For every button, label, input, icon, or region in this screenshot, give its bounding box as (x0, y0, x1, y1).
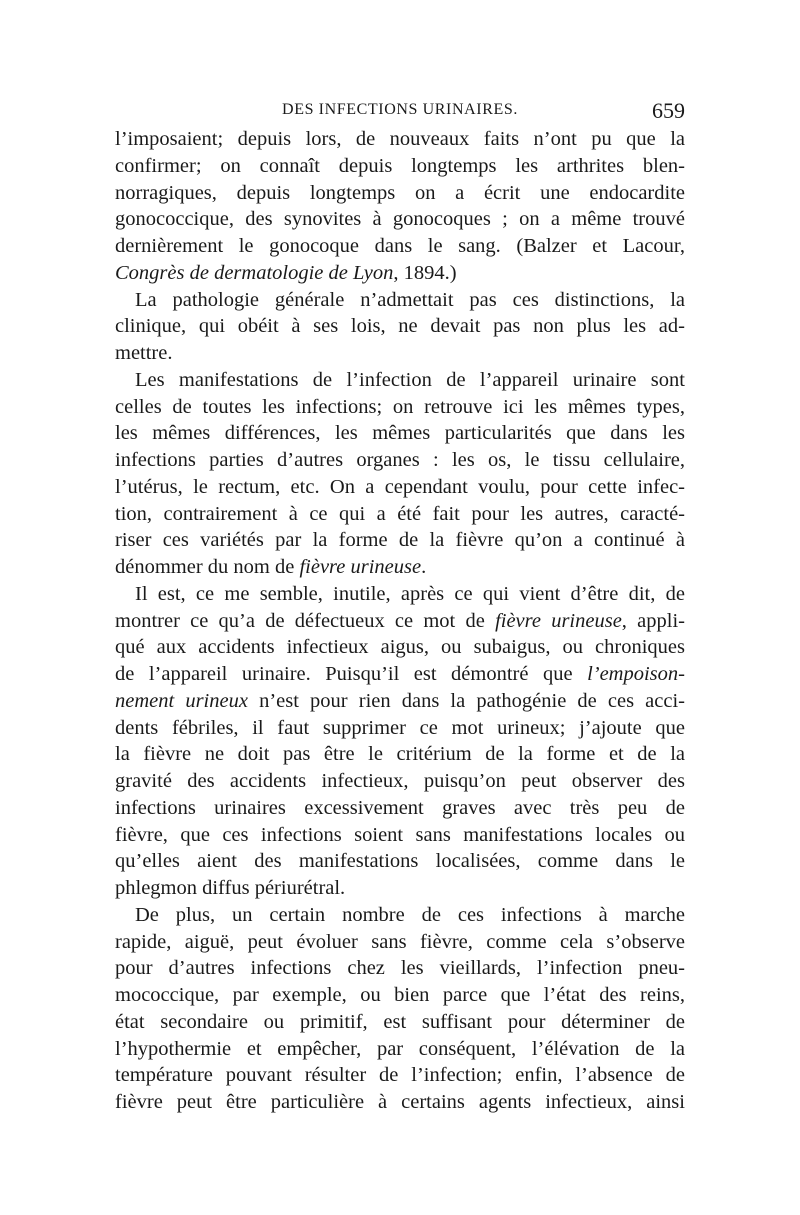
text-line: mettre. (115, 342, 173, 364)
citation-year: , 1894.) (393, 261, 457, 284)
text-line: fièvre, que ces infections soient sans manifestations locales ou (115, 823, 685, 846)
text-line: confirmer; on connaît depuis longtemps les arthrites blen- (115, 154, 685, 177)
text-line: qué aux accidents infectieux aigus, ou subaigus, ou chroniques (115, 636, 685, 659)
text-line: qu’elles aient des manifestations localisées, comme dans le (115, 850, 685, 873)
line-text: , appli- (621, 609, 685, 632)
page-number: 659 (652, 98, 685, 123)
text-line: celles de toutes les infections; on retrouve ici les mêmes types, (115, 395, 685, 418)
line-text: dénommer du nom de (115, 556, 300, 578)
text-line: rapide, aiguë, peut évoluer sans fièvre, comme cela s’observe (115, 930, 685, 953)
text-line: dernièrement le gonocoque dans le sang. (Balzer et Lacour, (115, 235, 685, 257)
text-line: infections urinaires excessivement graves avec très peu de (115, 796, 685, 819)
text-line: Il est, ce me semble, inutile, après ce qui vient d’être dit, de (135, 582, 685, 605)
running-title: DES INFECTIONS URINAIRES. (282, 101, 518, 118)
line-text: montrer ce qu’a de défectueux ce mot de (115, 609, 496, 632)
italic-term: fièvre urineuse (299, 556, 422, 578)
line-text: n’est pour rien dans la pathogénie de ces acci- (247, 689, 685, 712)
text-line (115, 688, 685, 715)
text-line: les mêmes différences, les mêmes particularités que dans les (115, 422, 685, 445)
text-line: clinique, qui obéit à ses lois, ne devait pas non plus les ad- (115, 315, 685, 338)
text-line: mococcique, par exemple, ou bien parce que l’état des reins, (115, 984, 685, 1006)
italic-term: nement urineux (115, 689, 248, 712)
text-line: gravité des accidents infectieux, puisqu’on peut observer des (115, 770, 685, 792)
text-line: phlegmon diffus périurétral. (115, 877, 346, 899)
text-line: la fièvre ne doit pas être le critérium de la forme et de la (115, 743, 685, 766)
body-text (115, 126, 685, 1116)
text-line: tion, contrairement à ce qui a été fait pour les autres, caracté- (115, 502, 685, 525)
text-line: norragiques, depuis longtemps on a écrit une endocardite (115, 181, 685, 204)
running-head (115, 98, 685, 122)
text-line (115, 554, 685, 581)
text-line: température pouvant résulter de l’infection; enfin, l’absence de (115, 1064, 685, 1087)
text-line: riser ces variétés par la forme de la fièvre qu’on a continué à (115, 529, 685, 552)
text-line (115, 608, 685, 635)
line-text: de l’appareil urinaire. Puisqu’il est démontré que (115, 663, 588, 685)
text-line: Les manifestations de l’infection de l’appareil urinaire sont (135, 368, 685, 391)
text-line: gonococcique, des synovites à gonocoques ; on a même trouvé (115, 208, 685, 231)
text-line: état secondaire ou primitif, est suffisant pour déterminer de (115, 1010, 685, 1033)
text-line: l’hypothermie et empêcher, par conséquent, l’élévation de la (115, 1037, 685, 1060)
text-line (115, 260, 685, 287)
italic-term: l’empoison- (587, 663, 685, 685)
text-line (115, 661, 685, 688)
italic-citation: Congrès de dermatologie de Lyon (115, 261, 394, 284)
text-line: l’imposaient; depuis lors, de nouveaux faits n’ont pu que la (115, 128, 685, 150)
text-line: De plus, un certain nombre de ces infections à marche (135, 903, 685, 926)
italic-term: fièvre urineuse (495, 609, 622, 632)
text-line: La pathologie générale n’admettait pas ces distinctions, la (135, 288, 685, 311)
text-line: pour d’autres infections chez les vieillards, l’infection pneu- (115, 957, 685, 980)
line-text: . (421, 556, 427, 578)
text-line: infections parties d’autres organes : les os, le tissu cellulaire, (115, 449, 685, 471)
text-line: dents fébriles, il faut supprimer ce mot urineux; j’ajoute que (115, 716, 685, 739)
text-line: l’utérus, le rectum, etc. On a cependant voulu, pour cette infec- (115, 475, 685, 498)
text-line: fièvre peut être particulière à certains agents infectieux, ainsi (115, 1091, 685, 1113)
